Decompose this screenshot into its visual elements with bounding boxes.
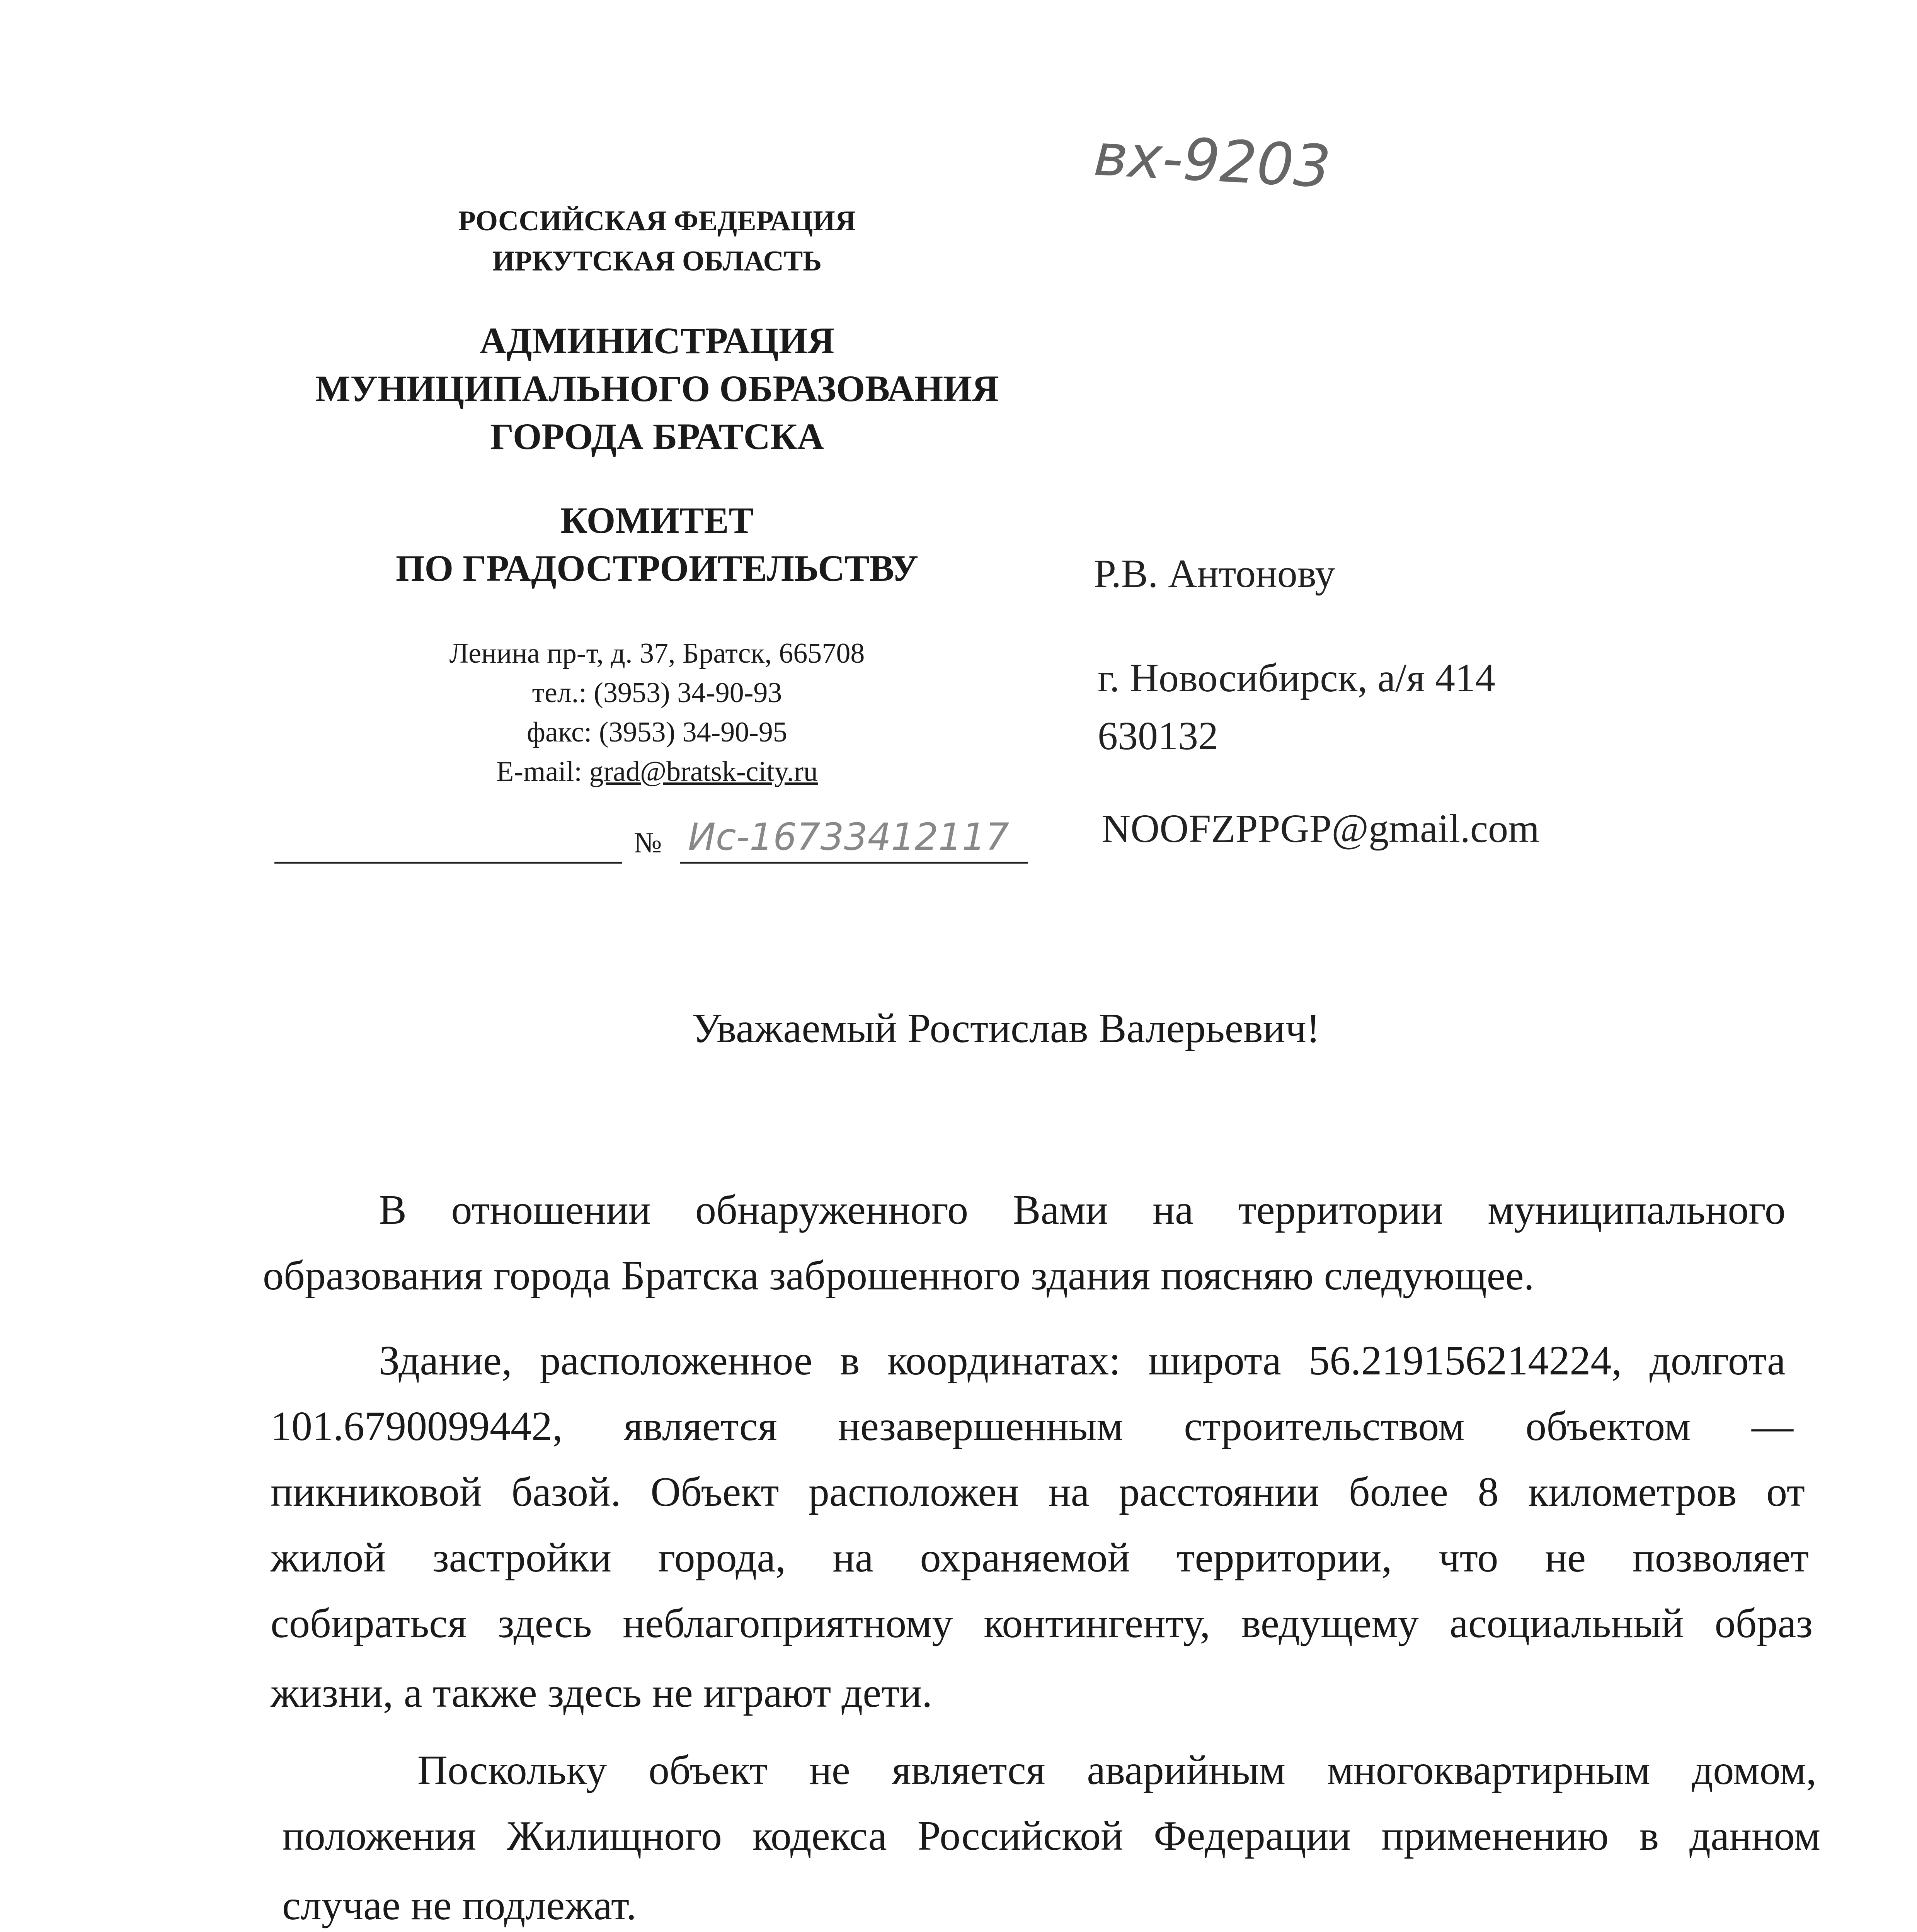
- letterhead-country: РОССИЙСКАЯ ФЕДЕРАЦИЯ: [458, 205, 856, 237]
- p3-line-1: Поскольку объект не является аварийным многоквартирным домом,: [417, 1747, 1817, 1793]
- p1-line-1: В отношении обнаруженного Вами на территории муниципального: [379, 1187, 1786, 1233]
- recipient-name: Р.В. Антонову: [1094, 551, 1335, 596]
- p2-line-4: жилой застройки города, на охраняемой территории, что не позволяет: [271, 1535, 1809, 1581]
- p3-line-3: случае не подлежат.: [282, 1883, 637, 1929]
- letterhead-admin: [271, 317, 1044, 461]
- p2-line-6: жизни, а также здесь не играют дети.: [271, 1670, 933, 1716]
- date-line: [274, 862, 622, 864]
- p2-line-2: 101.6790099442, является незавершенным строительством объектом —: [271, 1403, 1793, 1449]
- p2-line-3: пикниковой базой. Объект расположен на расстоянии более 8 километров от: [271, 1469, 1805, 1515]
- letterhead: [271, 201, 1044, 281]
- letterhead-committee: [271, 497, 1044, 592]
- salutation: Уважаемый Ростислав Валерьевич!: [692, 1005, 1320, 1051]
- p2-line-1: Здание, расположенное в координатах: широта 56.219156214224, долгота: [379, 1338, 1786, 1384]
- admin-line-2: МУНИЦИПАЛЬНОГО ОБРАЗОВАНИЯ: [315, 368, 999, 409]
- phone: тел.: (3953) 34-90-93: [532, 677, 782, 709]
- committee-line-2: ПО ГРАДОСТРОИТЕЛЬСТВУ: [395, 548, 919, 589]
- committee-line-1: КОМИТЕТ: [560, 500, 754, 541]
- admin-line-1: АДМИНИСТРАЦИЯ: [480, 320, 834, 361]
- p1-line-2: образования города Братска заброшенного здания поясняю следующее.: [263, 1253, 1534, 1299]
- fax: факс: (3953) 34-90-95: [527, 716, 787, 748]
- number-line: [680, 862, 1028, 864]
- incoming-stamp: вх-9203: [1092, 121, 1333, 201]
- p2-line-5: собираться здесь неблагоприятному контингенту, ведущему асоциальный образ: [271, 1600, 1813, 1646]
- letterhead-region: ИРКУТСКАЯ ОБЛАСТЬ: [492, 245, 822, 277]
- number-sign: №: [634, 827, 662, 859]
- p3-line-2: положения Жилищного кодекса Российской Федерации применению в данном: [282, 1813, 1820, 1859]
- letterhead-contacts: [348, 634, 966, 791]
- address: Ленина пр-т, д. 37, Братск, 665708: [449, 638, 865, 669]
- email-row: [348, 752, 966, 791]
- email-label: E-mail:: [496, 756, 589, 787]
- admin-line-3: ГОРОДА БРАТСКА: [490, 416, 824, 457]
- recipient-email: NOOFZPPGP@gmail.com: [1102, 806, 1539, 851]
- number-handwritten: Ис-16733412117: [688, 815, 1010, 859]
- email-link[interactable]: grad@bratsk-city.ru: [589, 756, 818, 787]
- recipient-address: г. Новосибирск, а/я 414: [1098, 656, 1495, 700]
- recipient-postcode: 630132: [1098, 714, 1218, 758]
